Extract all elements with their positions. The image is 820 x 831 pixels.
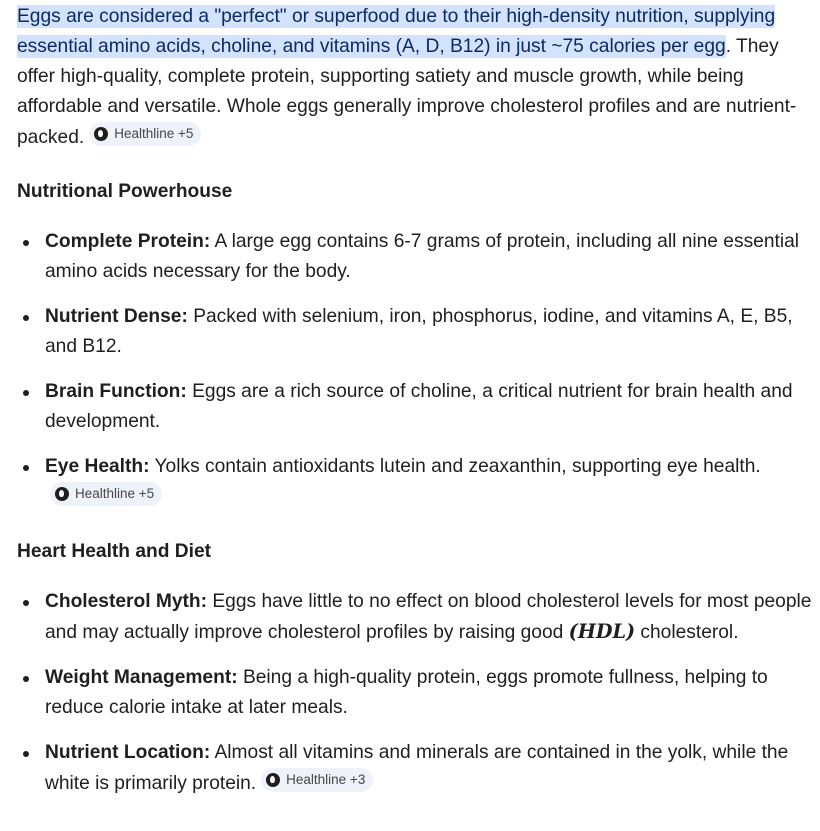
list-item-text: Yolks contain antioxidants lutein and zeaxanthin, supporting eye health.: [149, 456, 761, 477]
list-item-term: Brain Function:: [45, 381, 187, 402]
list-item-text: Being a high-quality protein, eggs promote fullness, helping to reduce calorie intake at later meals.: [45, 667, 768, 718]
list-item: [17, 738, 812, 799]
citation-label: Healthline +5: [75, 486, 155, 501]
list-item-term: Complete Protein:: [45, 231, 211, 252]
heart-health-list: [17, 587, 812, 799]
list-item: [17, 587, 812, 648]
nutritional-powerhouse-list: [17, 227, 812, 513]
list-item-text: A large egg contains 6-7 grams of protein, including all nine essential amino acids necessary for the body.: [45, 231, 800, 282]
citation-chip[interactable]: [50, 482, 162, 506]
list-item: [17, 302, 812, 362]
list-item: [17, 663, 812, 723]
bullet-icon: [23, 315, 29, 321]
highlighted-text[interactable]: Eggs are considered a "perfect" or superfood due to their high-density nutrition, supplying essential amino acids, choline, and vitamins (A, D, B12) in just ~75 calories per egg: [17, 6, 776, 57]
list-item-term: Eye Health:: [45, 456, 150, 477]
list-item-text: Eggs are a rich source of choline, a critical nutrient for brain health and development.: [45, 381, 793, 432]
list-item-text: Packed with selenium, iron, phosphorus, iodine, and vitamins A, E, B5, and B12.: [45, 306, 793, 357]
healthline-logo-icon: [55, 487, 69, 501]
bullet-icon: [23, 600, 29, 606]
citation-label: Healthline +3: [286, 772, 366, 787]
bullet-icon: [23, 240, 29, 246]
list-item-text: Almost all vitamins and minerals are contained in the yolk, while the white is primarily protein.: [45, 742, 789, 794]
list-item: [17, 452, 812, 513]
list-item-text: Eggs have little to no effect on blood cholesterol levels for most people and may actually improve cholesterol profiles by raising good: [45, 591, 812, 643]
citation-label: Healthline +5: [114, 126, 194, 141]
bullet-icon: [23, 676, 29, 682]
math-expression: (HDL): [568, 620, 636, 643]
section-heading-heart-health: Heart Health and Diet: [17, 541, 212, 562]
citation-chip[interactable]: [261, 768, 373, 792]
bullet-icon: [23, 390, 29, 396]
citation-chip[interactable]: [89, 122, 201, 146]
list-item-term: Nutrient Location:: [45, 742, 211, 763]
list-item: [17, 227, 812, 287]
list-item-term: Nutrient Dense:: [45, 306, 188, 327]
section-heading-nutritional-powerhouse: Nutritional Powerhouse: [17, 181, 233, 202]
healthline-logo-icon: [266, 773, 280, 787]
list-item: [17, 377, 812, 437]
healthline-logo-icon: [94, 127, 108, 141]
list-item-text-after: cholesterol.: [635, 622, 739, 643]
list-item-term: Cholesterol Myth:: [45, 591, 208, 612]
intro-text: . They offer high-quality, complete protein, supporting satiety and muscle growth, while being affordable and versatile. Whole eggs generally improve cholesterol profiles and are nutrient-packed.: [17, 36, 797, 148]
intro-paragraph: [17, 2, 812, 153]
bullet-icon: [23, 465, 29, 471]
list-item-term: Weight Management:: [45, 667, 238, 688]
bullet-icon: [23, 751, 29, 757]
